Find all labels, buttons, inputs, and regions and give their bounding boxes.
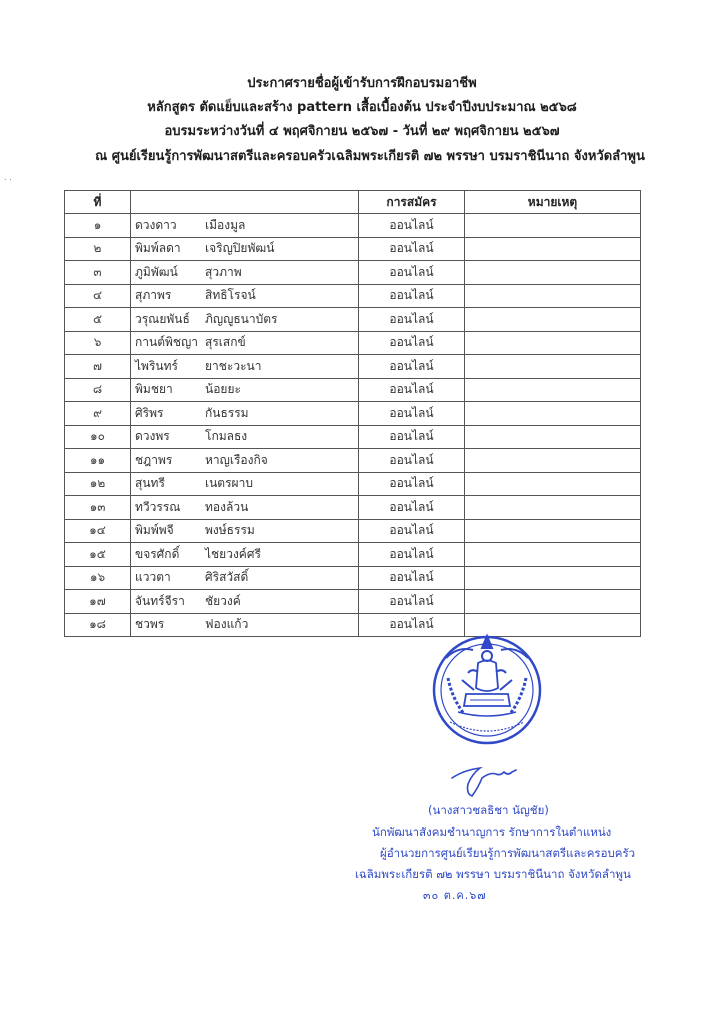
remark: [465, 425, 641, 449]
row-number: ๑๗: [65, 590, 131, 614]
registration-method: ออนไลน์: [359, 566, 465, 590]
scan-speck: . .: [4, 173, 12, 182]
training-location: ณ ศูนย์เรียนรู้การพัฒนาสตรีและครอบครัวเฉลิมพระเกียรติ ๗๒ พรรษา บรมราชินีนาถ จังหวัดลำพูน: [95, 149, 645, 164]
announcement-title: ประกาศรายชื่อผู้เข้ารับการฝึกอบรมอาชีพ: [247, 76, 477, 91]
last-name: ภิญญูธนาบัตร: [205, 311, 278, 326]
participant-name: [131, 449, 359, 473]
table-row: [65, 496, 641, 520]
first-name: ภูมิพัฒน์: [135, 264, 178, 279]
remark: [465, 402, 641, 426]
registration-method: ออนไลน์: [359, 472, 465, 496]
table-row: [65, 472, 641, 496]
signatory-position-1: นักพัฒนาสังคมชำนาญการ รักษาการในตำแหน่ง: [372, 825, 612, 839]
first-name: พิมชยา: [135, 382, 173, 397]
participant-name: [131, 613, 359, 637]
first-name: ดวงดาว: [135, 217, 177, 232]
table-row: [65, 449, 641, 473]
participant-name: [131, 331, 359, 355]
participant-name: [131, 355, 359, 379]
first-name: สุนทรี: [135, 476, 165, 491]
row-number: ๓: [65, 261, 131, 285]
table-row: [65, 590, 641, 614]
participant-name: [131, 378, 359, 402]
row-number: ๑: [65, 214, 131, 238]
registration-method: ออนไลน์: [359, 214, 465, 238]
first-name: ชวพร: [135, 617, 165, 632]
registration-method: ออนไลน์: [359, 543, 465, 567]
remark: [465, 590, 641, 614]
header-registration: การสมัคร: [359, 191, 465, 214]
table-row: [65, 237, 641, 261]
first-name: ไพรินทร์: [135, 358, 178, 373]
remark: [465, 237, 641, 261]
table-row: [65, 214, 641, 238]
row-number: ๑๖: [65, 566, 131, 590]
last-name: เนตรผาบ: [205, 476, 253, 491]
row-number: ๑๐: [65, 425, 131, 449]
last-name: โกมลธง: [205, 429, 248, 444]
signatory-position-3: เฉลิมพระเกียรติ ๗๒ พรรษา บรมราชินีนาถ จังหวัดลำพูน: [355, 867, 631, 881]
remark: [465, 449, 641, 473]
registration-method: ออนไลน์: [359, 519, 465, 543]
row-number: ๔: [65, 284, 131, 308]
table-row: [65, 519, 641, 543]
registration-method: ออนไลน์: [359, 331, 465, 355]
last-name: เจริญปิยพัฒน์: [205, 241, 275, 256]
participant-name: [131, 308, 359, 332]
participant-name: [131, 261, 359, 285]
table-row: [65, 331, 641, 355]
participant-name: [131, 566, 359, 590]
last-name: สิทธิโรจน์: [205, 288, 256, 303]
participant-name: [131, 402, 359, 426]
remark: [465, 378, 641, 402]
participant-name: [131, 425, 359, 449]
participant-name: [131, 214, 359, 238]
remark: [465, 284, 641, 308]
table-row: [65, 613, 641, 637]
training-dates: อบรมระหว่างวันที่ ๔ พฤศจิกายน ๒๕๖๗ - วันที่ ๒๙ พฤศจิกายน ๒๕๖๗: [164, 124, 560, 139]
remark: [465, 331, 641, 355]
last-name: เมืองมูล: [205, 217, 246, 232]
row-number: ๑๘: [65, 613, 131, 637]
remark: [465, 519, 641, 543]
registration-method: ออนไลน์: [359, 402, 465, 426]
row-number: ๙: [65, 402, 131, 426]
first-name: พิมพ์พจี: [135, 523, 174, 538]
row-number: ๕: [65, 308, 131, 332]
row-number: ๑๑: [65, 449, 131, 473]
remark: [465, 261, 641, 285]
course-title: หลักสูตร ตัดแย็บและสร้าง pattern เสื้อเบื้องต้น ประจำปีงบประมาณ ๒๕๖๘: [147, 100, 577, 115]
row-number: ๑๒: [65, 472, 131, 496]
header-name: [131, 191, 359, 214]
table-row: [65, 261, 641, 285]
table-row: [65, 355, 641, 379]
table-row: [65, 308, 641, 332]
first-name: ทวีวรรณ: [135, 499, 181, 514]
table-row: [65, 284, 641, 308]
last-name: สุรเสกข์: [205, 335, 246, 350]
first-name: ชฎาพร: [135, 452, 173, 467]
table-row: [65, 402, 641, 426]
last-name: น้อยยะ: [205, 382, 241, 397]
first-name: วรุณยพันธ์: [135, 311, 190, 326]
remark: [465, 355, 641, 379]
last-name: กันธรรม: [205, 405, 249, 420]
first-name: พิมพ์ลดา: [135, 241, 181, 256]
row-number: ๒: [65, 237, 131, 261]
remark: [465, 308, 641, 332]
first-name: กานต์พิชญา: [135, 335, 199, 350]
row-number: ๘: [65, 378, 131, 402]
row-number: ๗: [65, 355, 131, 379]
remark: [465, 543, 641, 567]
row-number: ๑๔: [65, 519, 131, 543]
first-name: ศิริพร: [135, 405, 164, 420]
last-name: ฟองแก้ว: [205, 617, 249, 632]
participant-name: [131, 472, 359, 496]
first-name: สุภาพร: [135, 288, 172, 303]
remark: [465, 472, 641, 496]
registration-method: ออนไลน์: [359, 613, 465, 637]
remark: [465, 566, 641, 590]
registration-method: ออนไลน์: [359, 590, 465, 614]
participant-name: [131, 496, 359, 520]
last-name: หาญเรืองกิจ: [205, 452, 268, 467]
registration-method: ออนไลน์: [359, 308, 465, 332]
registration-method: ออนไลน์: [359, 425, 465, 449]
first-name: ขจรศักดิ์: [135, 546, 180, 561]
participant-name: [131, 543, 359, 567]
table-row: [65, 425, 641, 449]
header-remark: หมายเหตุ: [465, 191, 641, 214]
remark: [465, 214, 641, 238]
last-name: สุวภาพ: [205, 264, 242, 279]
signature-mark: [450, 764, 530, 800]
participant-name: [131, 519, 359, 543]
last-name: ทองล้วน: [205, 499, 249, 514]
registration-method: ออนไลน์: [359, 355, 465, 379]
table-header-row: [65, 191, 641, 214]
row-number: ๑๓: [65, 496, 131, 520]
official-seal-icon: [428, 628, 546, 748]
signature-block: [330, 760, 724, 910]
signatory-name: (นางสาวชลธิชา นัญชัย): [428, 803, 549, 817]
registration-method: ออนไลน์: [359, 496, 465, 520]
participant-name: [131, 590, 359, 614]
signature-date: ๓๐ ต.ค.๖๗: [423, 889, 487, 902]
table-body: [65, 214, 641, 637]
participant-name: [131, 237, 359, 261]
first-name: จันทร์จีรา: [135, 593, 185, 608]
registration-method: ออนไลน์: [359, 378, 465, 402]
table-row: [65, 378, 641, 402]
registration-method: ออนไลน์: [359, 449, 465, 473]
row-number: ๑๕: [65, 543, 131, 567]
row-number: ๖: [65, 331, 131, 355]
header-no: ที่: [65, 191, 131, 214]
participant-table: [64, 190, 641, 637]
table-row: [65, 543, 641, 567]
last-name: ยาชะวะนา: [205, 358, 262, 373]
table-row: [65, 566, 641, 590]
last-name: ไชยวงค์ศรี: [205, 546, 261, 561]
participant-name: [131, 284, 359, 308]
registration-method: ออนไลน์: [359, 284, 465, 308]
signatory-position-2: ผู้อำนวยการศูนย์เรียนรู้การพัฒนาสตรีและครอบครัว: [380, 846, 636, 860]
registration-method: ออนไลน์: [359, 237, 465, 261]
remark: [465, 496, 641, 520]
last-name: ชัยวงค์: [205, 593, 241, 608]
first-name: ดวงพร: [135, 429, 170, 444]
registration-method: ออนไลน์: [359, 261, 465, 285]
first-name: แววตา: [135, 570, 171, 585]
last-name: พงษ์ธรรม: [205, 523, 255, 538]
last-name: ศิริสวัสดิ์: [205, 570, 249, 585]
